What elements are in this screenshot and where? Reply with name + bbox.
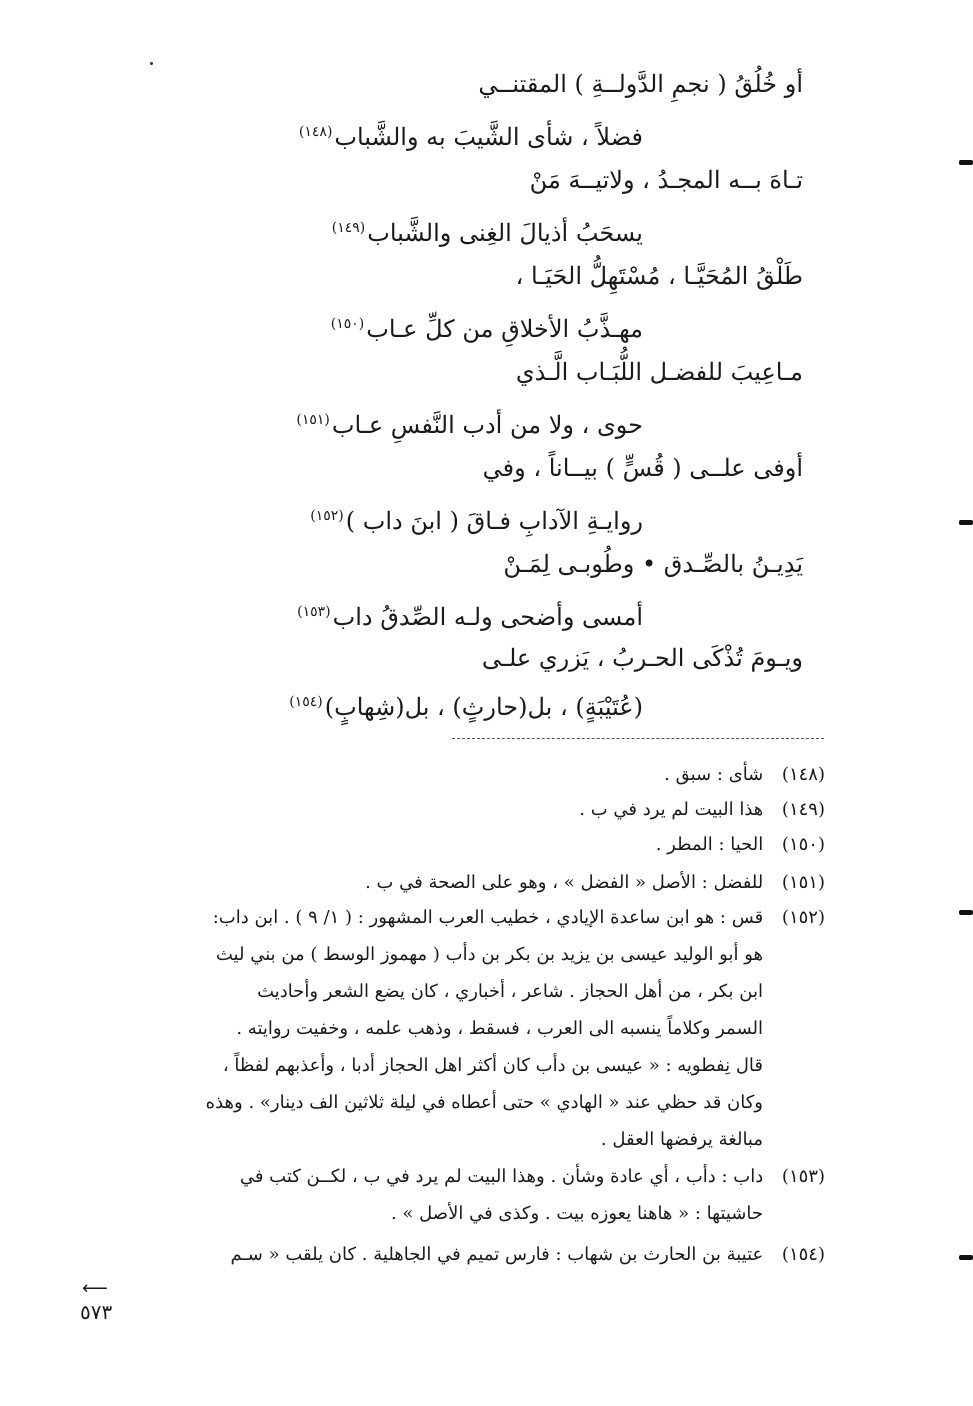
footnote — [579, 795, 825, 825]
footnote — [231, 1240, 825, 1270]
scan-edge-mark — [959, 910, 973, 915]
footnote-number: (١٥٣) — [781, 1166, 825, 1187]
footnote-text: الحيا : المطر . — [655, 834, 764, 855]
footnote — [240, 1162, 825, 1192]
verse-text: يسحَبُ أذيالَ الغِنى والشَّباب — [367, 219, 643, 247]
verse-text: حوى ، ولا من أدب النَّفسِ عـاب — [331, 411, 643, 439]
footnote-ref: (١٤٨) — [298, 124, 333, 140]
verse-line: طَلْقُ المُحَيَّـا ، مُسْتَهِلُّ الحَيَـا ، — [515, 262, 803, 290]
footnote-continuation: ابن بكر ، من أهل الحجاز . شاعر ، أخباري ، كان يضع الشعر وأحاديث — [257, 981, 763, 1002]
footnote-number: (١٥٤) — [781, 1244, 825, 1265]
verse-line: أوفى علــى ( قُسٍّ ) بيــاناً ، وفي — [482, 454, 803, 482]
verse-line: يَدِيـنُ بالصِّـدق • وطُوبـى لِمَـنْ — [503, 550, 803, 578]
footnote-number: (١٤٨) — [781, 764, 825, 785]
footnote-ref: (١٥٣) — [297, 604, 331, 620]
footnote-text: شأى : سبق . — [664, 764, 764, 785]
scan-edge-mark — [959, 160, 973, 165]
verse-text: أمسى وأضحى ولـه الصِّدقُ داب — [332, 603, 643, 631]
footnote-text: داب : دأب ، أي عادة وشأن . وهذا البيت لم يرد في ب ، لكــن كتب في — [239, 1166, 764, 1187]
verse-line: أو خُلُقُ ( نجمِ الدَّولــةِ ) المقتنــي — [478, 70, 803, 98]
footnote-ref: (١٥٢) — [310, 508, 344, 524]
footnote-separator — [452, 738, 824, 739]
ink-dot — [150, 62, 153, 65]
verse-line — [310, 496, 643, 536]
verse-line — [332, 208, 643, 248]
footnote-text: للفضل : الأصل « الفضل » ، وهو على الصحة في ب . — [365, 872, 764, 893]
footnote-continuation: حاشيتها : « هاهنا يعوزه بيت . وكذى في الأصل » . — [390, 1203, 763, 1224]
footnote-text: عتيبة بن الحارث بن شهاب : فارس تميم في الجاهلية . كان يلقب « سـم — [230, 1244, 764, 1265]
footnote — [365, 868, 825, 898]
verse-line — [299, 112, 643, 152]
verse-text: روايـةِ الآدابِ فـاقَ ( ابنَ داب ) — [345, 507, 643, 535]
catchword-arrow-icon: ⟵ — [82, 1278, 108, 1299]
verse-line: مـاعِيبَ للفضـل اللُّبَـاب الَّـذي — [515, 358, 803, 386]
footnote-ref: (١٥١) — [296, 412, 330, 428]
footnote — [213, 903, 825, 933]
scan-edge-mark — [959, 1255, 973, 1260]
verse-line — [289, 682, 643, 722]
page-number: ٥٧٣ — [80, 1300, 113, 1324]
footnote-continuation: وكان قد حظي عند « الهادي » حتى أعطاه في ليلة ثلاثين الف دينار» . وهذه — [205, 1092, 763, 1113]
footnote-continuation: قال نِفطويه : « عيسى بن دأب كان أكثر اهل الحجاز أدبا ، وأعذبهم لفظاً ، — [222, 1055, 763, 1076]
verse-text: (عُتَيْبَةٍ) ، بل(حارثٍ) ، بل(شِهابٍ) — [324, 693, 643, 721]
verse-text: فضلاً ، شأى الشَّيبَ به والشَّباب — [334, 123, 643, 151]
verse-text: مهـذَّبُ الأخلاقِ من كلِّ عـاب — [366, 315, 643, 343]
scan-edge-mark — [959, 520, 973, 525]
footnote-continuation: مبالغة يرفضها العقل . — [600, 1129, 763, 1150]
footnote-continuation: هو أبو الوليد عيسى بن يزيد بن بكر بن دأب ( مهموز الوسط ) من بني ليث — [215, 944, 763, 965]
footnote-ref: (١٥٤) — [289, 694, 323, 710]
footnote-number: (١٥١) — [781, 872, 825, 893]
verse-line — [297, 592, 643, 632]
footnote-ref: (١٥٠) — [330, 316, 365, 332]
footnote — [656, 830, 825, 860]
verse-line — [331, 304, 643, 344]
footnote-number: (١٤٩) — [781, 799, 825, 820]
footnote-continuation: السمر وكلاماً ينسبه الى العرب ، فسقط ، وذهب علمه ، وخفيت روايته . — [236, 1018, 763, 1039]
verse-line: ويـومَ تُذْكَى الحـربُ ، يَزري علـى — [481, 644, 803, 672]
footnote — [664, 760, 825, 790]
verse-line — [296, 400, 643, 440]
footnote-text: هذا البيت لم يرد في ب . — [579, 799, 764, 820]
verse-line: تـاهَ بــه المجـدُ ، ولاتيــهَ مَنْ — [529, 166, 803, 194]
footnote-number: (١٥٠) — [781, 834, 825, 855]
footnote-ref: (١٤٩) — [331, 220, 366, 236]
footnote-text: قس : هو ابن ساعدة الإيادي ، خطيب العرب المشهور : ( ١/ ٩ ) . ابن داب: — [212, 907, 764, 928]
footnote-number: (١٥٢) — [781, 907, 825, 928]
